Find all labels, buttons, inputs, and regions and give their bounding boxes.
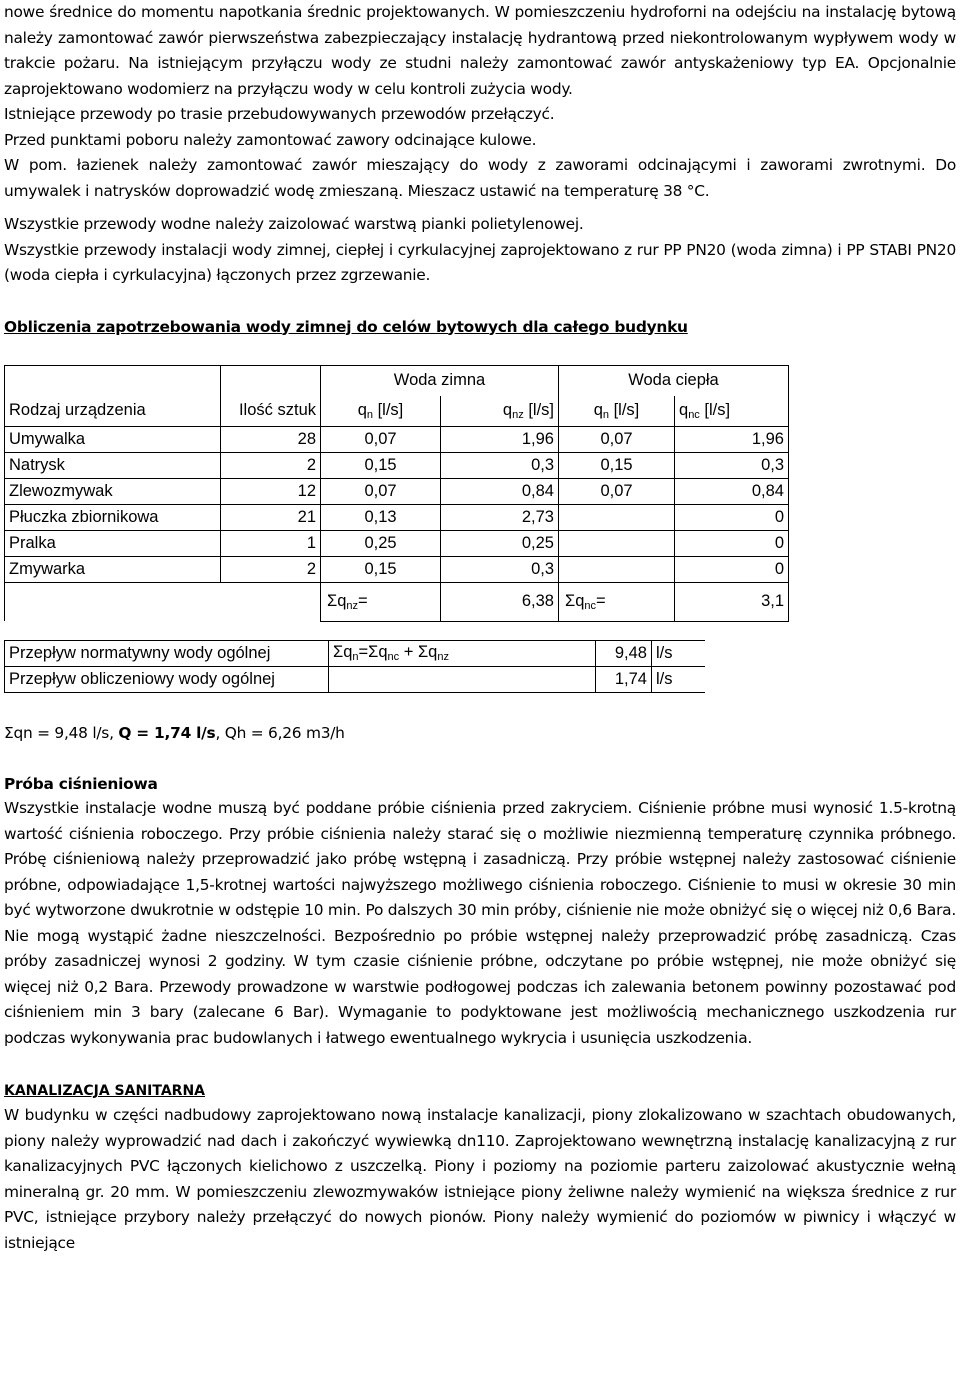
calc-heading: Obliczenia zapotrzebowania wody zimnej do celów bytowych dla całego budynku [4,317,688,336]
cell-name: Pralka [5,530,221,556]
cell-name: Zlewozmywak [5,478,221,504]
table-sum-row [5,582,789,621]
cell-name: Umywalka [5,426,221,452]
document-page [4,0,956,1256]
cell-hot-qn: 0,07 [559,478,675,504]
cell-cold-qnz: 2,73 [441,504,559,530]
cell-cold-qn: 0,07 [321,426,441,452]
cell-hot-qn [559,504,675,530]
water-demand-table [4,365,789,622]
intro-paragraph: Istniejące przewody po trasie przebudowywanych przewodów przełączyć. [4,105,555,123]
sewage-text: W budynku w części nadbudowy zaprojektowano nową instalacje kanalizacji, piony zlokalizowano w szachtach obudowanych, piony należy wyprowadzić nad dach i zakończyć wywiewką dn110. Zaprojektowano wewnętrzną instalację kanalizacyjną z rur kanalizacyjnych PVC łączonych kielichowo z uszczelką. Piony i poziomy na poziomie parteru zaizolować akustycznie wełną mineralną gr. 20 mm. W pomieszczeniu zlewozmywaków istniejące piony żeliwne należy wymienić na większa średnice z rur PVC, istniejące przybory należy przełączyć do nowych pionów. Piony należy wymienić do poziomów w piwnicy i włączyć w istniejące [4,1106,956,1252]
cell-qty: 2 [221,556,321,582]
flow-label: Przepływ normatywny wody ogólnej [5,640,329,666]
flow-formula: $\Sigma q_n=\Sigma q_{nc} + \Sigma q_{nz}$ [329,640,596,666]
flow-table [4,640,705,693]
pressure-test-heading: Próba ciśnieniowa [4,775,158,793]
cell-qty: 21 [221,504,321,530]
table-row [5,426,789,452]
cell-cold-qnz: 0,3 [441,452,559,478]
group-header-hot: Woda ciepła [559,365,789,396]
flow-value: 9,48 [596,640,652,666]
col-header-qty: Ilość sztuk [221,396,321,427]
cell-hot-qnc: 1,96 [675,426,789,452]
pressure-test-text: Wszystkie instalacje wodne muszą być poddane próbie ciśnienia przed zakryciem. Ciśnienie próbne musi wynosić 1.5-krotną wartość ciśnienia roboczego. Przy próbie ciśnienia należy starać się o możliwie niezmienną temperaturę czynnika próbnego. Próbę ciśnieniową należy przeprowadzić jako próbę wstępną i zasadniczą. Przy próbie wstępnej należy zastosować ciśnienie próbne, odpowiadające 1,5-krotnej wartości najwyższego możliwego ciśnienia roboczego. Ciśnienie to musi w okresie 30 min być wytworzone dwukrotnie w odstępie 10 min. Po dalszych 30 min próby, ciśnienie nie może obniżyć się o więcej niż 0,6 Bara. Nie mogą wystąpić żadne nieszczelności. Bezpośrednio po próbie wstępnej należy przeprowadzić próbę zasadniczą. Czas próby zasadniczej wynosi 2 godziny. W tym czasie ciśnienie próbne, odczytane po próbie wstępnej, nie może obniżyć się więcej niż 0,2 Bara. Przewody prowadzone w warstwie podłogowej podczas ich zalewania betonem powinny pozostawać pod ciśnieniem min 3 bary (zalecane 6 Bar). Wymaganie to podyktowane jest możliwością mechanicznego uszkodzenia rur podczas wykonywania prac budowlanych i łatwego ewentualnego wykrycia i usunięcia uszkodzenia. [4,799,956,1047]
cell-cold-qn: 0,07 [321,478,441,504]
sum-cold-value: 6,38 [441,582,559,621]
flow-unit: l/s [652,640,706,666]
col-header-cold-qnz: $q_{nz}$ [l/s] [441,396,559,427]
flow-row-normative [5,640,706,666]
flow-unit: l/s [652,666,706,692]
cell-hot-qn: 0,15 [559,452,675,478]
cell-hot-qn [559,530,675,556]
flow-label: Przepływ obliczeniowy wody ogólnej [5,666,329,692]
cell-hot-qnc: 0,84 [675,478,789,504]
cell-qty: 12 [221,478,321,504]
sum-hot-value: 3,1 [675,582,789,621]
cell-hot-qnc: 0,3 [675,452,789,478]
cell-cold-qn: 0,15 [321,556,441,582]
cell-qty: 2 [221,452,321,478]
table-row [5,504,789,530]
flow-summary-line: Σqn = 9,48 l/s, Q = 1,74 l/s, Qh = 6,26 m3/h [4,723,345,742]
sum-hot-label: $\Sigma q_{nc}=$ [559,582,675,621]
intro-paragraph: W pom. łazienek należy zamontować zawór mieszający do wody z zaworami odcinającymi i zaworami zwrotnymi. Do umywalek i natrysków doprowadzić wodę zmieszaną. Mieszacz ustawić na temperaturę 38 °C. [4,156,956,200]
cell-name: Płuczka zbiornikowa [5,504,221,530]
sewage-heading: KANALIZACJA SANITARNA [4,1083,206,1099]
col-header-type: Rodzaj urządzenia [5,396,221,427]
intro-paragraph: Wszystkie przewody wodne należy zaizolować warstwą pianki polietylenowej. [4,215,584,233]
intro-paragraph: Przed punktami poboru należy zamontować zawory odcinające kulowe. [4,130,537,149]
cell-hot-qnc: 0 [675,556,789,582]
cell-cold-qnz: 0,25 [441,530,559,556]
table-row [5,530,789,556]
cell-cold-qn: 0,13 [321,504,441,530]
cell-name: Zmywarka [5,556,221,582]
cell-cold-qnz: 0,3 [441,556,559,582]
group-header-cold: Woda zimna [321,365,559,396]
cell-hot-qnc: 0 [675,504,789,530]
table-group-header-row [5,365,789,396]
table-row [5,478,789,504]
cell-hot-qn [559,556,675,582]
sum-cold-label: $\Sigma q_{nz}=$ [321,582,441,621]
col-header-hot-qnc: $q_{nc}$ [l/s] [675,396,789,427]
cell-cold-qn: 0,25 [321,530,441,556]
cell-hot-qnc: 0 [675,530,789,556]
cell-qty: 28 [221,426,321,452]
flow-value: 1,74 [596,666,652,692]
cell-cold-qnz: 1,96 [441,426,559,452]
table-row [5,452,789,478]
cell-hot-qn: 0,07 [559,426,675,452]
intro-paragraph: Wszystkie przewody instalacji wody zimnej, ciepłej i cyrkulacyjnej zaprojektowano z rur PP PN20 (woda zimna) i PP STABI PN20 (woda ciepła i cyrkulacyjna) łączonych przez zgrzewanie. [4,240,956,284]
col-header-cold-qn: $q_n$ [l/s] [321,396,441,427]
cell-cold-qn: 0,15 [321,452,441,478]
cell-cold-qnz: 0,84 [441,478,559,504]
col-header-hot-qn: $q_n$ [l/s] [559,396,675,427]
table-column-header-row [5,396,789,427]
cell-qty: 1 [221,530,321,556]
table-row [5,556,789,582]
intro-paragraph: nowe średnice do momentu napotkania średnic projektowanych. W pomieszczeniu hydroforni na odejściu na instalację bytową należy zamontować zawór pierwszeństwa zabezpieczający instalację hydrantową przed niekontrolowanym wypływem wody w trakcie pożaru. Na istniejącym przyłączu wody ze studni należy zamontować zawór antyskażeniowy typ EA. Opcjonalnie zaprojektowano wodomierz na przyłączu wody w celu kontroli zużycia wody. [4,3,956,98]
cell-name: Natrysk [5,452,221,478]
flow-row-design [5,666,706,692]
